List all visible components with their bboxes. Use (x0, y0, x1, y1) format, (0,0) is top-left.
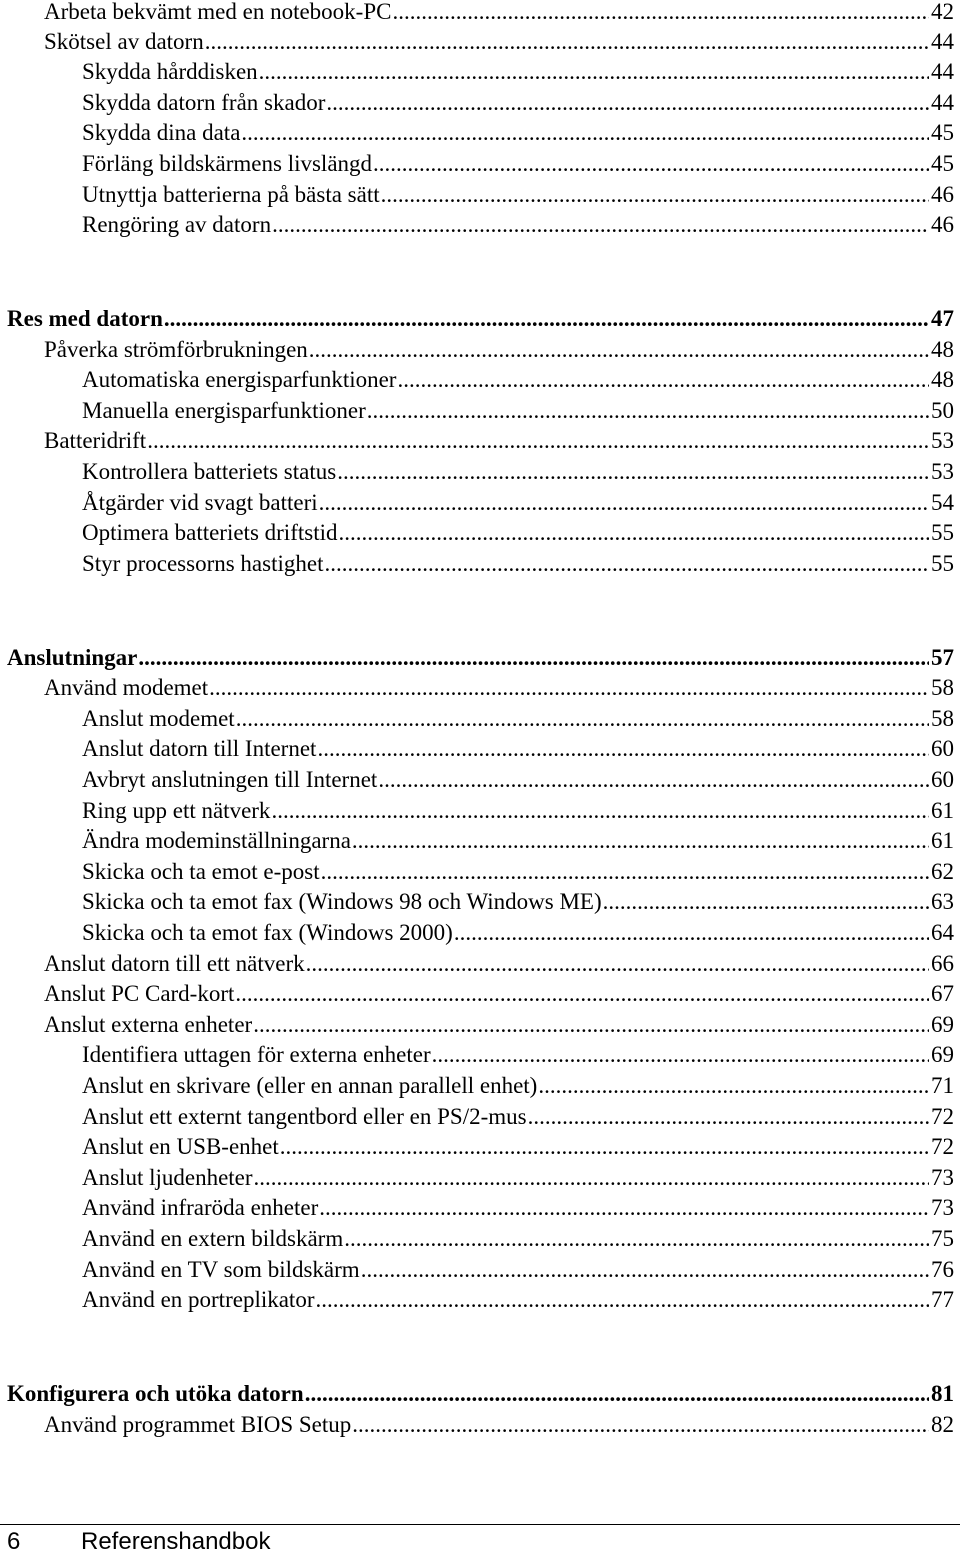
toc-dot-leader (432, 1040, 929, 1070)
toc-entry-title: Anslut PC Card-kort (44, 981, 235, 1006)
toc-dot-leader (272, 210, 929, 240)
toc-entry[interactable] (0, 549, 954, 579)
toc-entry-title: Anslut datorn till ett nätverk (44, 951, 305, 976)
toc-entry[interactable] (0, 57, 954, 87)
toc-dot-leader (338, 518, 929, 548)
toc-dot-leader (454, 918, 929, 948)
toc-entry-title: Använd programmet BIOS Setup (44, 1412, 352, 1437)
toc-dot-leader (253, 1010, 929, 1040)
toc-entry-page-number: 58 (931, 706, 954, 731)
toc-entry-title: Skydda datorn från skador (82, 90, 326, 115)
toc-entry-title: Rengöring av datorn (82, 212, 272, 237)
toc-entry-title: Skydda hårddisken (82, 59, 258, 84)
toc-entry[interactable] (0, 149, 954, 179)
toc-entry[interactable] (0, 765, 954, 795)
toc-entry-title: Skicka och ta emot fax (Windows 98 och Windows ME) (82, 889, 602, 914)
toc-entry-title: Anslutningar (7, 645, 138, 670)
toc-entry-title: Kontrollera batteriets status (82, 459, 337, 484)
toc-entry[interactable] (0, 796, 954, 826)
toc-entry-title: Anslut en USB-enhet (82, 1134, 279, 1159)
toc-dot-leader (205, 27, 929, 57)
toc-entry[interactable] (0, 949, 954, 979)
toc-dot-leader (235, 979, 929, 1009)
toc-entry-page-number: 46 (931, 182, 954, 207)
toc-dot-leader (344, 1224, 929, 1254)
toc-entry[interactable] (0, 210, 954, 240)
toc-chapter-entry[interactable] (0, 1379, 954, 1409)
toc-dot-leader (317, 734, 929, 764)
toc-entry-page-number: 61 (931, 798, 954, 823)
toc-entry-title: Skicka och ta emot fax (Windows 2000) (82, 920, 453, 945)
toc-entry[interactable] (0, 857, 954, 887)
toc-dot-leader (326, 88, 929, 118)
toc-entry-page-number: 50 (931, 398, 954, 423)
toc-entry-page-number: 71 (931, 1073, 954, 1098)
toc-entry-title: Optimera batteriets driftstid (82, 520, 338, 545)
toc-dot-leader (254, 1163, 929, 1193)
toc-entry-page-number: 69 (931, 1012, 954, 1037)
toc-entry[interactable] (0, 1410, 954, 1440)
toc-entry[interactable] (0, 180, 954, 210)
toc-entry-page-number: 77 (931, 1287, 954, 1312)
toc-dot-leader (209, 673, 929, 703)
toc-entry-page-number: 57 (931, 645, 954, 670)
toc-entry[interactable] (0, 0, 954, 27)
toc-dot-leader (305, 1379, 929, 1409)
toc-entry[interactable] (0, 887, 954, 917)
toc-entry[interactable] (0, 1071, 954, 1101)
toc-entry-title: Identifiera uttagen för externa enheter (82, 1042, 431, 1067)
footer-page-number: 6 (7, 1528, 21, 1555)
toc-entry[interactable] (0, 365, 954, 395)
toc-entry-page-number: 72 (931, 1104, 954, 1129)
toc-entry[interactable] (0, 1285, 954, 1315)
toc-chapter-entry[interactable] (0, 304, 954, 334)
toc-entry[interactable] (0, 673, 954, 703)
toc-dot-leader (361, 1255, 929, 1285)
footer-rule (0, 1524, 960, 1525)
toc-entry-title: Anslut modemet (82, 706, 235, 731)
toc-dot-leader (319, 1193, 929, 1223)
toc-entry[interactable] (0, 1193, 954, 1223)
toc-dot-leader (315, 1285, 929, 1315)
toc-entry[interactable] (0, 1163, 954, 1193)
toc-entry-page-number: 53 (931, 428, 954, 453)
page-footer (7, 1527, 270, 1557)
toc-entry[interactable] (0, 426, 954, 456)
toc-dot-leader (306, 949, 929, 979)
toc-entry-title: Styr processorns hastighet (82, 551, 324, 576)
toc-entry[interactable] (0, 1132, 954, 1162)
footer-title: Referenshandbok (81, 1528, 271, 1555)
toc-entry[interactable] (0, 488, 954, 518)
toc-dot-leader (603, 887, 929, 917)
toc-entry-title: Utnyttja batterierna på bästa sätt (82, 182, 380, 207)
toc-entry-page-number: 64 (931, 920, 954, 945)
toc-entry-page-number: 48 (931, 367, 954, 392)
toc-entry-page-number: 60 (931, 736, 954, 761)
toc-dot-leader (324, 549, 929, 579)
toc-entry[interactable] (0, 826, 954, 856)
toc-entry-title: Förläng bildskärmens livslängd (82, 151, 373, 176)
toc-entry-title: Använd infraröda enheter (82, 1195, 319, 1220)
toc-entry-page-number: 54 (931, 490, 954, 515)
toc-entry-title: Använd en portreplikator (82, 1287, 315, 1312)
toc-entry[interactable] (0, 1010, 954, 1040)
toc-dot-leader (236, 704, 929, 734)
toc-entry-title: Skydda dina data (82, 120, 241, 145)
toc-entry[interactable] (0, 734, 954, 764)
toc-entry-page-number: 76 (931, 1257, 954, 1282)
toc-dot-leader (309, 335, 929, 365)
toc-entry-page-number: 48 (931, 337, 954, 362)
toc-entry-title: Ändra modeminställningarna (82, 828, 351, 853)
toc-dot-leader (147, 426, 929, 456)
toc-chapter-entry[interactable] (0, 643, 954, 673)
toc-entry-page-number: 67 (931, 981, 954, 1006)
toc-dot-leader (352, 1410, 929, 1440)
toc-dot-leader (337, 457, 929, 487)
toc-entry-title: Anslut datorn till Internet (82, 736, 317, 761)
toc-entry-title: Arbeta bekvämt med en notebook-PC (44, 0, 392, 24)
toc-dot-leader (319, 488, 929, 518)
toc-entry-page-number: 45 (931, 120, 954, 145)
toc-dot-leader (367, 396, 929, 426)
toc-entry[interactable] (0, 1102, 954, 1132)
toc-entry-title: Använd en extern bildskärm (82, 1226, 344, 1251)
toc-dot-leader (381, 180, 929, 210)
toc-dot-leader (280, 1132, 929, 1162)
toc-entry[interactable] (0, 704, 954, 734)
toc-entry-page-number: 69 (931, 1042, 954, 1067)
toc-entry-page-number: 53 (931, 459, 954, 484)
toc-entry[interactable] (0, 335, 954, 365)
toc-dot-leader (378, 765, 929, 795)
toc-entry-title: Skicka och ta emot e-post (82, 859, 320, 884)
toc-entry[interactable] (0, 457, 954, 487)
toc-entry[interactable] (0, 88, 954, 118)
toc-dot-leader (241, 118, 929, 148)
toc-entry[interactable] (0, 27, 954, 57)
toc-entry[interactable] (0, 118, 954, 148)
toc-entry-page-number: 72 (931, 1134, 954, 1159)
toc-entry[interactable] (0, 1224, 954, 1254)
toc-dot-leader (138, 643, 929, 673)
toc-dot-leader (164, 304, 929, 334)
toc-entry-title: Res med datorn (7, 306, 163, 331)
toc-entry-page-number: 45 (931, 151, 954, 176)
toc-entry-title: Konfigurera och utöka datorn (7, 1381, 304, 1406)
toc-entry[interactable] (0, 518, 954, 548)
toc-entry-page-number: 73 (931, 1195, 954, 1220)
toc-dot-leader (397, 365, 929, 395)
toc-entry[interactable] (0, 1040, 954, 1070)
toc-entry-page-number: 44 (931, 29, 954, 54)
toc-entry[interactable] (0, 396, 954, 426)
toc-entry-page-number: 73 (931, 1165, 954, 1190)
toc-dot-leader (321, 857, 929, 887)
toc-entry-page-number: 46 (931, 212, 954, 237)
toc-entry-title: Avbryt anslutningen till Internet (82, 767, 378, 792)
toc-entry-page-number: 75 (931, 1226, 954, 1251)
toc-entry-title: Åtgärder vid svagt batteri (82, 490, 318, 515)
toc-entry-title: Ring upp ett nätverk (82, 798, 271, 823)
toc-entry-page-number: 61 (931, 828, 954, 853)
toc-entry-page-number: 58 (931, 675, 954, 700)
toc-entry[interactable] (0, 918, 954, 948)
toc-entry-page-number: 47 (931, 306, 954, 331)
toc-dot-leader (392, 0, 929, 27)
toc-entry-title: Skötsel av datorn (44, 29, 204, 54)
toc-entry[interactable] (0, 979, 954, 1009)
toc-entry-title: Anslut ljudenheter (82, 1165, 253, 1190)
toc-entry-title: Automatiska energisparfunktioner (82, 367, 397, 392)
toc-dot-leader (271, 796, 929, 826)
toc-entry-page-number: 44 (931, 90, 954, 115)
toc-entry-title: Batteridrift (44, 428, 147, 453)
toc-entry-page-number: 44 (931, 59, 954, 84)
toc-entry-page-number: 66 (931, 951, 954, 976)
toc-entry-title: Använd en TV som bildskärm (82, 1257, 360, 1282)
toc-entry-title: Anslut externa enheter (44, 1012, 253, 1037)
toc-dot-leader (538, 1071, 929, 1101)
toc-entry-page-number: 55 (931, 551, 954, 576)
toc-entry-page-number: 81 (931, 1381, 954, 1406)
toc-dot-leader (352, 826, 929, 856)
toc-entry-page-number: 82 (931, 1412, 954, 1437)
toc-entry-page-number: 60 (931, 767, 954, 792)
toc-entry[interactable] (0, 1255, 954, 1285)
toc-dot-leader (259, 57, 929, 87)
toc-dot-leader (528, 1102, 929, 1132)
toc-entry-title: Anslut en skrivare (eller en annan parallell enhet) (82, 1073, 538, 1098)
toc-entry-page-number: 63 (931, 889, 954, 914)
toc-entry-page-number: 42 (931, 0, 954, 24)
toc-entry-page-number: 55 (931, 520, 954, 545)
toc-entry-title: Påverka strömförbrukningen (44, 337, 308, 362)
toc-entry-page-number: 62 (931, 859, 954, 884)
toc-entry-title: Anslut ett externt tangentbord eller en PS/2-mus (82, 1104, 527, 1129)
toc-entry-title: Manuella energisparfunktioner (82, 398, 366, 423)
toc-entry-title: Använd modemet (44, 675, 209, 700)
toc-dot-leader (373, 149, 929, 179)
